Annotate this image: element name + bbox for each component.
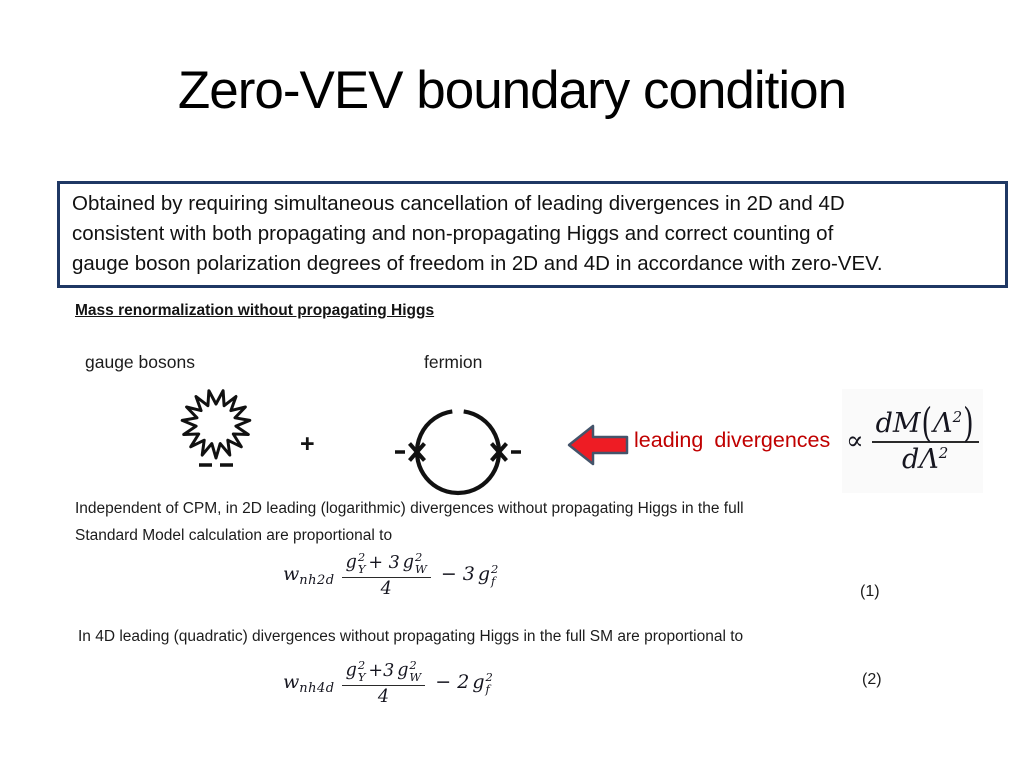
supsub <box>358 551 366 575</box>
equation-1-label: (1) <box>860 583 880 600</box>
fermion-label: fermion <box>424 352 483 372</box>
supsub <box>358 659 366 683</box>
operator: +3 <box>368 660 395 681</box>
leading-divergences-label: leading divergences <box>634 428 831 452</box>
supsub <box>415 551 427 575</box>
gauge-boson-loop-diagram <box>170 386 262 482</box>
superscript: 2 <box>491 562 499 576</box>
eq1-denominator: 4 <box>380 579 392 600</box>
subscript: nh4d <box>299 681 335 697</box>
superscript: 2 <box>409 658 417 672</box>
para-4d: In 4D leading (quadratic) divergences without propagating Higgs in the full SM are proportional to <box>78 628 744 645</box>
operator: + 3 <box>368 552 400 573</box>
superscript: 2 <box>357 658 366 672</box>
intro-line-2: consistent with both propagating and non-propagating Higgs and correct counting of <box>72 222 834 245</box>
supsub <box>491 563 498 587</box>
eq-term: g <box>345 660 357 681</box>
divergence-formula <box>842 389 983 493</box>
eq-term: g <box>402 552 414 573</box>
intro-line-3: gauge boson polarization degrees of freedom in 2D and 4D in accordance with zero-VEV. <box>72 252 883 275</box>
superscript: 2 <box>357 550 366 564</box>
slide-title: Zero-VEV boundary condition <box>177 61 847 120</box>
subscript: W <box>414 562 427 577</box>
subscript: nh2d <box>299 573 335 589</box>
plus-sign: + <box>300 430 315 458</box>
section-heading: Mass renormalization without propagating Higgs <box>75 302 435 319</box>
eq-term: w <box>283 671 300 694</box>
subscript: Y <box>357 562 366 577</box>
eq2-denominator: 4 <box>377 687 389 708</box>
eq1-numerator <box>342 551 431 578</box>
eq-term: dM <box>875 407 921 439</box>
equation-2-label: (2) <box>862 671 882 688</box>
eq-term: g <box>472 671 485 694</box>
formula-fraction <box>872 399 979 475</box>
proportional-symbol: ∝ <box>846 426 864 456</box>
fermion-circle-icon <box>417 411 499 493</box>
eq-term: Λ <box>933 407 953 439</box>
left-arrow-icon <box>566 421 630 469</box>
eq2-numerator <box>342 659 426 686</box>
eq-term: g <box>477 563 491 586</box>
subscript: Y <box>357 670 366 685</box>
arrow-shape <box>569 426 627 464</box>
wavy-loop-icon <box>182 391 250 458</box>
close-paren: ) <box>963 399 974 447</box>
superscript: 2 <box>938 443 949 462</box>
subscript: f <box>485 682 490 697</box>
fermion-loop-diagram <box>392 400 524 500</box>
eq2-fraction <box>342 659 426 707</box>
superscript: 2 <box>414 550 423 564</box>
open-paren: ( <box>921 399 933 447</box>
equation-1 <box>283 551 498 599</box>
superscript: 2 <box>952 407 963 426</box>
supsub <box>409 659 421 683</box>
operator: − 3 <box>440 563 475 586</box>
eq-term: g <box>345 552 357 573</box>
subscript: W <box>409 670 422 685</box>
gauge-bosons-label: gauge bosons <box>85 352 195 372</box>
formula-numerator <box>872 399 979 447</box>
supsub <box>485 671 492 695</box>
eq-term: g <box>397 660 409 681</box>
intro-line-1: Obtained by requiring simultaneous cancellation of leading divergences in 2D and 4D <box>72 192 845 215</box>
subscript: f <box>491 574 496 589</box>
eq1-fraction <box>342 551 431 599</box>
operator: − 2 <box>435 671 470 694</box>
formula-denominator <box>872 443 979 475</box>
para-2d-line1: Independent of CPM, in 2D leading (logarithmic) divergences without propagating Higgs in the full <box>75 500 744 517</box>
eq-term: dΛ <box>901 443 939 475</box>
intro-box <box>57 181 1008 288</box>
para-2d-line2: Standard Model calculation are proportional to <box>75 527 393 544</box>
superscript: 2 <box>485 670 493 684</box>
eq-term: w <box>283 563 300 586</box>
equation-2 <box>283 659 493 707</box>
